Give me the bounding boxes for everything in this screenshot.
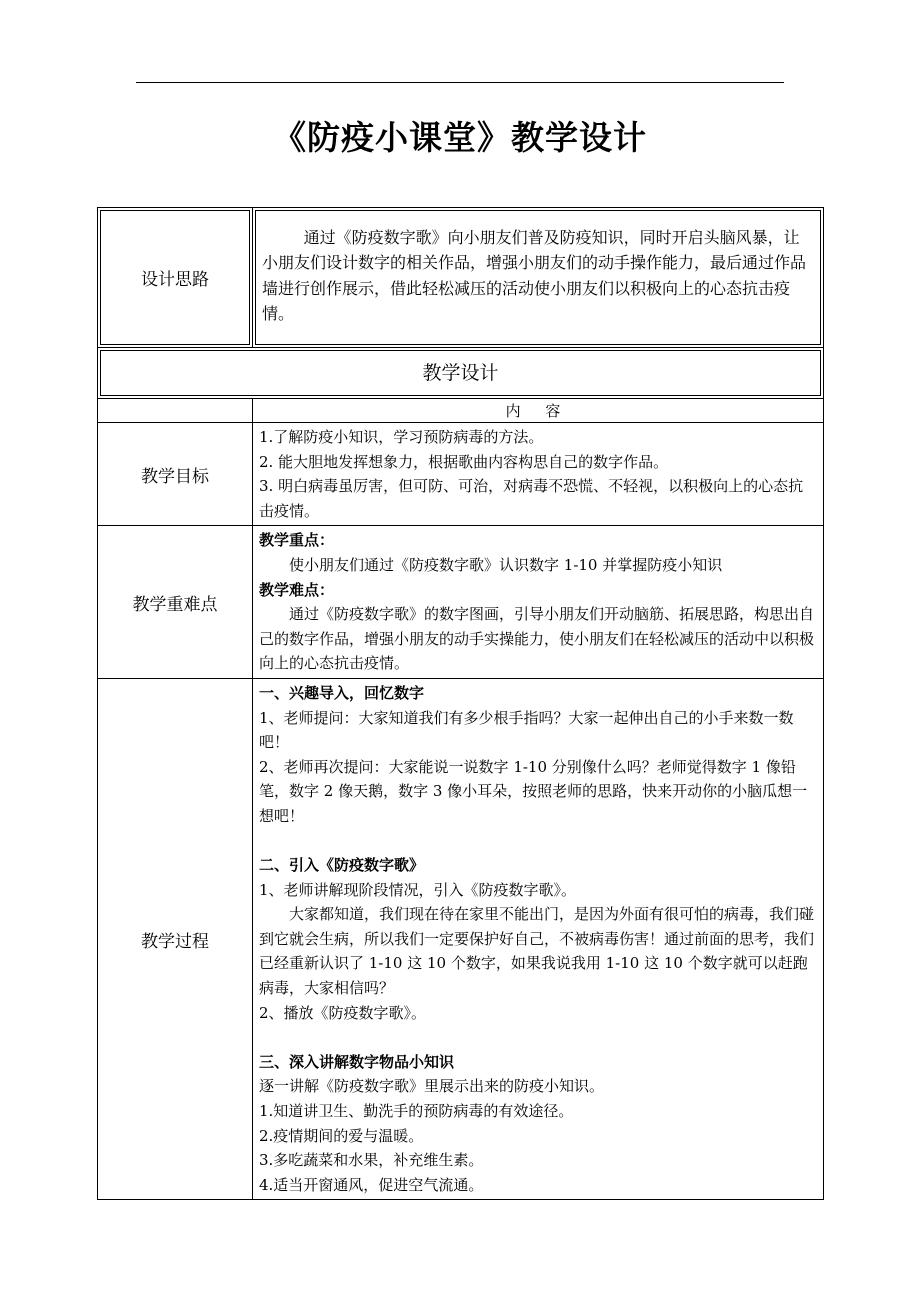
spacer xyxy=(259,829,817,854)
section2-paragraph: 2、播放《防疫数字歌》。 xyxy=(259,1003,427,1022)
process-content xyxy=(253,679,823,1199)
page-title: 《防疫小课堂》教学设计 xyxy=(273,118,647,157)
focus-text: 使小朋友们通过《防疫数字歌》认识数字 1-10 并掌握防疫小知识 xyxy=(289,555,723,574)
section2-title: 二、引入《防疫数字歌》 xyxy=(259,856,425,875)
section3-title: 三、深入讲解数字物品小知识 xyxy=(259,1052,455,1071)
process-row xyxy=(98,678,824,1199)
goals-label: 教学目标 xyxy=(98,423,253,526)
content-header-row xyxy=(98,399,824,423)
list-item: 1.知道讲卫生、勤洗手的预防病毒的有效途径。 xyxy=(259,1102,574,1121)
section1-paragraph: 1、老师提问：大家知道我们有多少根手指吗？大家一起伸出自己的小手来数一数吧！ xyxy=(259,708,794,752)
list-item: 4.适当开窗通风，促进空气流通。 xyxy=(259,1175,484,1194)
section1-title: 一、兴趣导入，回忆数字 xyxy=(259,683,425,702)
difficulty-text: 通过《防疫数字歌》的数字图画，引导小朋友们开动脑筋、拓展思路，构思出自己的数字作品，增强小朋友的动手实操能力，使小朋友们在轻松减压的活动中以积极向上的心态抗击疫情。 xyxy=(259,605,815,673)
goal-item: 2. 能大胆地发挥想象力，根据歌曲内容构思自己的数字作品。 xyxy=(259,452,669,471)
spacer xyxy=(259,1025,817,1050)
focus-heading: 教学重点： xyxy=(259,531,335,550)
content-header: 内 容 xyxy=(505,401,571,420)
key-points-label: 教学重难点 xyxy=(98,526,253,679)
section1-paragraph: 2、老师再次提问：大家能说一说数字 1-10 分别像什么吗？老师觉得数字 1 像铅笔，数字 2 像天鹅，数字 3 像小耳朵，按照老师的思路，快来开动你的小脑瓜想一想吧！ xyxy=(259,757,808,825)
lesson-plan-table xyxy=(97,207,824,1200)
goals-list xyxy=(253,423,823,525)
goal-item: 1.了解防疫小知识，学习预防病毒的方法。 xyxy=(259,428,544,446)
section3-intro: 逐一讲解《防疫数字歌》里展示出来的防疫小知识。 xyxy=(259,1077,605,1096)
design-idea-row xyxy=(98,208,824,348)
teaching-design-row xyxy=(98,348,824,399)
teaching-design-title: 教学设计 xyxy=(100,350,821,396)
section2-paragraph: 大家都知道，我们现在待在家里不能出门，是因为外面有很可怕的病毒，我们碰到它就会生病，所以我们一定要保护好自己，不被病毒伤害！通过前面的思考，我们已经重新认识了 1-10 这 10 个数字，如果我说我用 1-10 这 10 个数字就可以赶跑病毒，大家相信吗？ xyxy=(259,905,815,998)
design-idea-label: 设计思路 xyxy=(100,210,250,345)
design-idea-text: 通过《防疫数字歌》向小朋友们普及防疫知识，同时开启头脑风暴，让小朋友们设计数字的相关作品，增强小朋友们的动手操作能力，最后通过作品墙进行创作展示，借此轻松减压的活动使小朋友们以积极向上的心态抗击疫情。 xyxy=(262,228,807,323)
difficulty-heading: 教学难点： xyxy=(259,580,335,599)
key-points-content xyxy=(253,526,823,678)
process-label: 教学过程 xyxy=(98,678,253,1199)
header-rule xyxy=(136,82,784,83)
goal-item: 3. 明白病毒虽厉害，但可防、可治，对病毒不恐慌、不轻视，以积极向上的心态抗击疫情。 xyxy=(259,477,804,520)
section2-paragraph: 1、老师讲解现阶段情况，引入《防疫数字歌》。 xyxy=(259,880,577,899)
goals-row xyxy=(98,423,824,526)
list-item: 2.疫情期间的爱与温暖。 xyxy=(259,1126,424,1145)
key-points-row xyxy=(98,526,824,679)
list-item: 3.多吃蔬菜和水果，补充维生素。 xyxy=(259,1151,484,1170)
